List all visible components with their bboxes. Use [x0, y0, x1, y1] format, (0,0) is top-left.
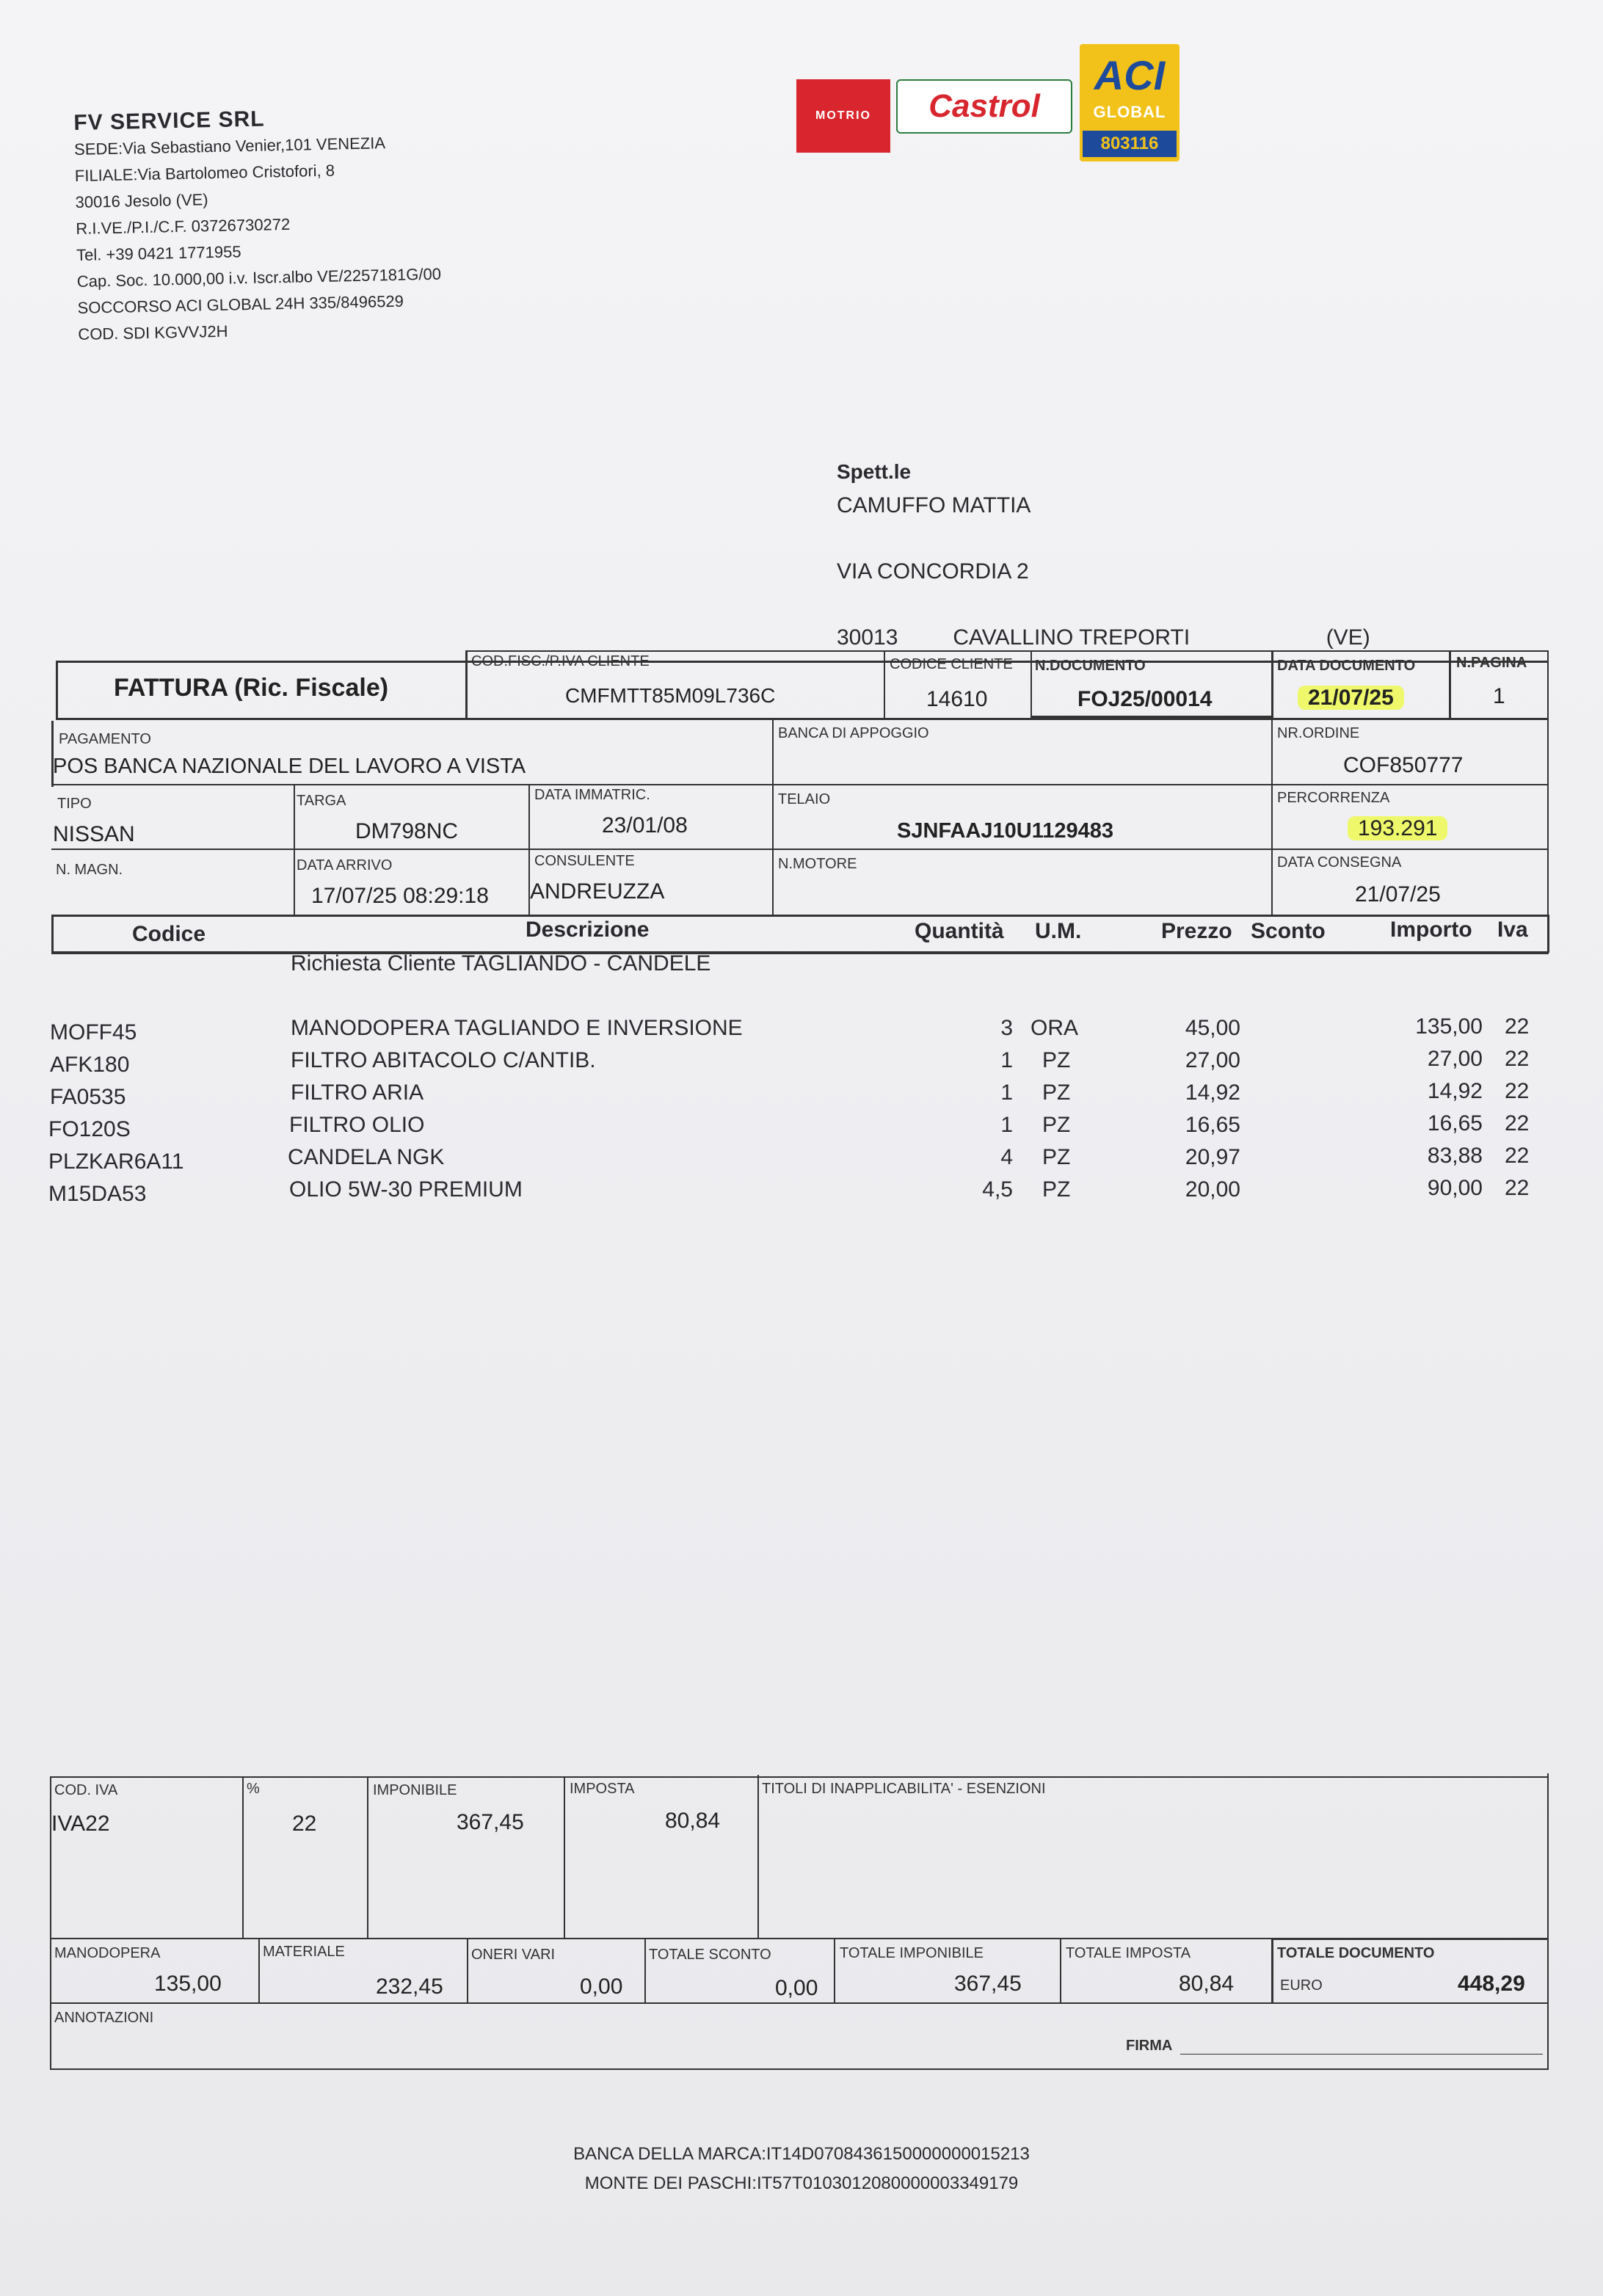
bank-line: BANCA DELLA MARCA:IT14D0708436150000000015213 — [573, 2144, 1030, 2164]
n-documento-value: FOJ25/00014 — [1077, 687, 1213, 711]
col-prezzo: Prezzo — [1161, 919, 1232, 943]
item-um: ORA — [1030, 1016, 1079, 1040]
n-magn-label: N. MAGN. — [56, 862, 123, 878]
company-line: Cap. Soc. 10.000,00 i.v. Iscr.albo VE/2257181G/00 — [76, 264, 442, 291]
item-prezzo: 16,65 — [1185, 1113, 1240, 1137]
item-iva: 22 — [1505, 1144, 1530, 1168]
company-line: SEDE:Via Sebastiano Venier,101 VENEZIA — [73, 134, 386, 159]
col-um: U.M. — [1035, 919, 1082, 943]
item-descrizione: FILTRO OLIO — [289, 1113, 425, 1137]
item-codice: FA0535 — [50, 1085, 126, 1109]
company-line: COD. SDI KGVVJ2H — [78, 321, 228, 344]
company-name: FV SERVICE SRL — [73, 106, 265, 135]
data-arrivo-label: DATA ARRIVO — [297, 857, 393, 873]
bank-line: MONTE DEI PASCHI:IT57T0103012080000003349179 — [584, 2173, 1019, 2193]
nr-ordine-label: NR.ORDINE — [1277, 725, 1360, 741]
bank-details — [0, 2140, 1603, 2198]
brand-logos — [796, 44, 1193, 169]
totale-documento-value: 448,29 — [1458, 1972, 1525, 1996]
item-importo: 135,00 — [1415, 1014, 1483, 1039]
item-prezzo: 20,00 — [1185, 1177, 1240, 1202]
data-documento-label: DATA DOCUMENTO — [1277, 658, 1416, 674]
item-um: PZ — [1042, 1048, 1071, 1072]
cod-iva-value: IVA22 — [51, 1812, 110, 1836]
aci-logo-text: ACI — [1094, 52, 1166, 98]
item-quantita: 1 — [1000, 1080, 1013, 1105]
tipo-value: NISSAN — [53, 822, 135, 846]
data-immatric-label: DATA IMMATRIC. — [534, 787, 650, 803]
totale-imposta-label: TOTALE IMPOSTA — [1066, 1945, 1191, 1961]
consulente-value: ANDREUZZA — [530, 879, 665, 904]
targa-value: DM798NC — [355, 819, 459, 843]
item-descrizione: CANDELA NGK — [288, 1145, 445, 1169]
col-iva: Iva — [1497, 918, 1528, 942]
manodopera-label: MANODOPERA — [54, 1945, 161, 1961]
telaio-value: SJNFAAJ10U1129483 — [897, 819, 1114, 843]
company-line: SOCCORSO ACI GLOBAL 24H 335/8496529 — [77, 291, 404, 317]
item-um: PZ — [1042, 1080, 1071, 1105]
data-documento-value: 21/07/25 — [1298, 686, 1404, 710]
annotazioni-label: ANNOTAZIONI — [54, 2010, 154, 2026]
signature-line — [1180, 2054, 1543, 2055]
item-iva: 22 — [1505, 1014, 1530, 1039]
data-consegna-value: 21/07/25 — [1355, 882, 1441, 907]
company-line: R.I.VE./P.I./C.F. 03726730272 — [76, 214, 291, 238]
totale-sconto-label: TOTALE SCONTO — [649, 1947, 771, 1963]
telaio-label: TELAIO — [778, 791, 831, 807]
totale-imponibile-label: TOTALE IMPONIBILE — [840, 1945, 984, 1961]
item-importo: 83,88 — [1427, 1144, 1483, 1168]
tipo-label: TIPO — [57, 796, 92, 812]
imposta-label: IMPOSTA — [570, 1781, 635, 1797]
company-info — [73, 103, 443, 348]
item-iva: 22 — [1505, 1111, 1530, 1136]
col-descrizione: Descrizione — [526, 918, 650, 942]
n-pagina-value: 1 — [1493, 684, 1505, 708]
item-prezzo: 45,00 — [1185, 1016, 1240, 1040]
item-descrizione: FILTRO ABITACOLO C/ANTIB. — [291, 1048, 596, 1072]
item-codice: MOFF45 — [50, 1020, 137, 1045]
codice-cliente-value: 14610 — [926, 687, 988, 711]
cod-fisc-label: COD.FISC./P.IVA CLIENTE — [471, 653, 650, 669]
col-quantita: Quantità — [915, 919, 1004, 943]
percorrenza-label: PERCORRENZA — [1277, 790, 1390, 806]
oneri-value: 0,00 — [580, 1975, 623, 1999]
recipient-cap: 30013 — [837, 625, 898, 650]
targa-label: TARGA — [297, 793, 346, 809]
item-iva: 22 — [1505, 1176, 1530, 1200]
item-um: PZ — [1042, 1145, 1071, 1169]
item-quantita: 4 — [1000, 1145, 1013, 1169]
percorrenza-highlight — [1348, 816, 1447, 841]
recipient-name: CAMUFFO MATTIA — [837, 493, 1031, 517]
pagamento-label: PAGAMENTO — [59, 731, 151, 747]
item-quantita: 4,5 — [982, 1177, 1013, 1202]
banca-appoggio-label: BANCA DI APPOGGIO — [778, 725, 929, 741]
item-descrizione: MANODOPERA TAGLIANDO E INVERSIONE — [291, 1016, 743, 1040]
recipient-city: CAVALLINO TREPORTI — [953, 625, 1191, 650]
col-importo: Importo — [1390, 918, 1472, 942]
recipient-block — [837, 455, 1370, 655]
cod-iva-label: COD. IVA — [54, 1782, 118, 1798]
request-line: Richiesta Cliente TAGLIANDO - CANDELE — [291, 951, 711, 976]
item-importo: 16,65 — [1427, 1111, 1483, 1136]
company-line: FILIALE:Via Bartolomeo Cristofori, 8 — [74, 161, 335, 185]
item-importo: 90,00 — [1427, 1176, 1483, 1200]
consulente-label: CONSULENTE — [534, 853, 635, 869]
item-importo: 27,00 — [1427, 1047, 1483, 1071]
firma-label: FIRMA — [1126, 2038, 1173, 2054]
data-immatric-value: 23/01/08 — [602, 813, 688, 838]
n-documento-label: N.DOCUMENTO — [1035, 658, 1146, 674]
item-codice: FO120S — [48, 1117, 131, 1141]
n-pagina-label: N.PAGINA — [1456, 655, 1527, 671]
castrol-logo: Castrol — [896, 79, 1072, 134]
materiale-value: 232,45 — [376, 1975, 443, 1999]
recipient-salutation: Spett.le — [837, 460, 912, 483]
titoli-label: TITOLI DI INAPPLICABILITA' - ESENZIONI — [762, 1781, 1046, 1797]
recipient-province: (VE) — [1326, 625, 1370, 650]
data-documento-highlight — [1298, 686, 1404, 711]
item-um: PZ — [1042, 1113, 1071, 1137]
item-codice: AFK180 — [50, 1053, 130, 1077]
item-iva: 22 — [1505, 1047, 1530, 1071]
manodopera-value: 135,00 — [154, 1972, 222, 1996]
company-line: 30016 Jesolo (VE) — [75, 190, 208, 211]
item-prezzo: 27,00 — [1185, 1048, 1240, 1072]
pagamento-value: POS BANCA NAZIONALE DEL LAVORO A VISTA — [53, 755, 526, 778]
oneri-label: ONERI VARI — [471, 1947, 556, 1963]
item-codice: M15DA53 — [48, 1182, 147, 1206]
document-type: FATTURA (Ric. Fiscale) — [114, 674, 389, 702]
materiale-label: MATERIALE — [263, 1944, 345, 1960]
imponibile-label: IMPONIBILE — [373, 1782, 457, 1798]
totale-imponibile-value: 367,45 — [954, 1972, 1022, 1996]
totale-documento-label: TOTALE DOCUMENTO — [1277, 1945, 1435, 1961]
codice-cliente-label: CODICE CLIENTE — [890, 656, 1013, 672]
col-sconto: Sconto — [1251, 919, 1326, 943]
data-arrivo-value: 17/07/25 08:29:18 — [311, 884, 489, 908]
aci-global-logo — [1080, 44, 1179, 161]
percorrenza-value: 193.291 — [1348, 816, 1447, 840]
item-iva: 22 — [1505, 1079, 1530, 1103]
totale-imposta-value: 80,84 — [1179, 1972, 1235, 1996]
aci-number: 803116 — [1083, 131, 1177, 157]
item-um: PZ — [1042, 1177, 1071, 1202]
perc-label: % — [247, 1781, 260, 1797]
item-codice: PLZKAR6A11 — [48, 1149, 184, 1174]
item-quantita: 1 — [1000, 1048, 1013, 1072]
n-motore-label: N.MOTORE — [778, 856, 857, 872]
company-line: Tel. +39 0421 1771955 — [76, 242, 241, 264]
totale-currency: EURO — [1280, 1977, 1323, 1994]
item-prezzo: 14,92 — [1185, 1080, 1240, 1105]
perc-value: 22 — [292, 1812, 317, 1836]
motrio-logo: MOTRIO — [796, 79, 890, 153]
cod-fisc-value: CMFMTT85M09L736C — [565, 684, 776, 707]
nr-ordine-value: COF850777 — [1343, 753, 1464, 777]
col-codice: Codice — [132, 922, 206, 946]
item-quantita: 1 — [1000, 1113, 1013, 1137]
aci-global-text: GLOBAL — [1093, 103, 1166, 121]
item-quantita: 3 — [1000, 1016, 1013, 1040]
imponibile-value: 367,45 — [457, 1810, 524, 1834]
data-consegna-label: DATA CONSEGNA — [1277, 854, 1402, 871]
recipient-street: VIA CONCORDIA 2 — [837, 559, 1029, 584]
imposta-value: 80,84 — [665, 1809, 721, 1833]
totale-sconto-value: 0,00 — [775, 1976, 818, 2000]
item-descrizione: OLIO 5W-30 PREMIUM — [289, 1177, 523, 1202]
item-descrizione: FILTRO ARIA — [291, 1080, 424, 1105]
item-prezzo: 20,97 — [1185, 1145, 1240, 1169]
item-importo: 14,92 — [1427, 1079, 1483, 1103]
